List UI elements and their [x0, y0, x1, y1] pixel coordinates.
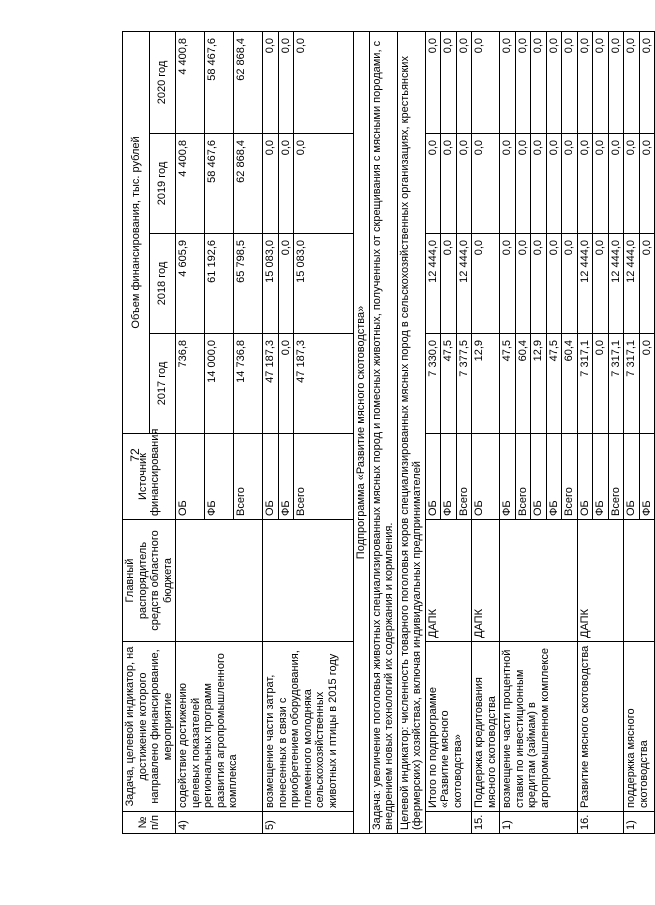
value-cell: 0,0	[577, 31, 593, 133]
source-cell: ОБ	[577, 434, 593, 520]
value-cell: 47 187,3	[294, 334, 354, 434]
source-cell: Всего	[294, 434, 354, 520]
value-cell: 0,0	[562, 31, 578, 133]
value-cell: 0,0	[593, 334, 609, 434]
indicator-text: Целевой индикатор: численность товарного поголовья коров специализированных мясных пород в сельскохозяйственных организациях, крестьянских (фермерских) хозяйствах, включая индивидуальных предпринимателей	[397, 31, 425, 833]
value-cell: 4 400,8	[176, 134, 205, 234]
value-cell: 0,0	[441, 234, 457, 334]
value-cell: 0,0	[546, 31, 562, 133]
value-cell: 0,0	[425, 31, 441, 133]
header-task: Задача, целевой индикатор, на достижение которого направлено финансирование, мероприятие	[123, 642, 176, 812]
value-cell: 0,0	[515, 234, 531, 334]
value-cell: 0,0	[531, 234, 547, 334]
financing-table	[122, 31, 655, 834]
value-cell: 0,0	[639, 334, 655, 434]
header-volume: Объем финансирования, тыс. рублей	[123, 31, 150, 433]
row-admin	[176, 520, 263, 642]
value-cell: 0,0	[441, 134, 457, 234]
source-cell: ОБ	[263, 434, 279, 520]
value-cell: 0,0	[562, 134, 578, 234]
source-cell: ОБ	[176, 434, 205, 520]
value-cell: 4 605,9	[176, 234, 205, 334]
value-cell: 7 330,0	[425, 334, 441, 434]
value-cell: 58 467,6	[205, 134, 234, 234]
row-admin: ДАПК	[472, 520, 500, 642]
value-cell: 0,0	[593, 31, 609, 133]
source-cell: Всего	[562, 434, 578, 520]
header-admin: Главный распорядитель средств областного бюджета	[123, 520, 176, 642]
row-name: содействие достижению целевых показателей региональных программ развития агропромышленного комплекса	[176, 642, 263, 812]
source-cell: ФБ	[278, 434, 294, 520]
row-admin: ДАПК	[425, 520, 472, 642]
value-cell: 7 317,1	[608, 334, 624, 434]
value-cell: 62 868,4	[234, 134, 263, 234]
value-cell: 47,5	[500, 334, 516, 434]
header-source: Источник финансирования	[123, 434, 176, 520]
value-cell: 0,0	[263, 31, 279, 133]
row-num: 16.	[577, 812, 624, 834]
source-cell: Всего	[608, 434, 624, 520]
value-cell: 60,4	[515, 334, 531, 434]
row-admin	[624, 520, 655, 642]
value-cell: 0,0	[278, 234, 294, 334]
value-cell: 47,5	[546, 334, 562, 434]
header-year: 2018 год	[149, 234, 176, 334]
subprogram-title: Подпрограмма «Развитие мясного скотоводства»	[354, 31, 370, 833]
row-num: 15.	[472, 812, 500, 834]
row-name: Развитие мясного скотоводства	[577, 642, 624, 812]
row-num: 1)	[500, 812, 578, 834]
row-num: 5)	[263, 812, 354, 834]
row-num: 4)	[176, 812, 263, 834]
value-cell: 58 467,6	[205, 31, 234, 133]
value-cell: 0,0	[515, 134, 531, 234]
value-cell: 61 192,6	[205, 234, 234, 334]
value-cell: 12 444,0	[425, 234, 441, 334]
value-cell: 0,0	[500, 134, 516, 234]
task-text: Задача: увеличение поголовья животных специализированных мясных пород и помесных животных, полученных от скрещивания с мясными породами, с внедрением новых технологий их содержания и кормления.	[369, 31, 397, 833]
source-cell: ФБ	[546, 434, 562, 520]
value-cell: 0,0	[278, 134, 294, 234]
source-cell: ОБ	[425, 434, 441, 520]
row-name: поддержка мясного скотоводства	[624, 642, 655, 812]
source-cell: ФБ	[593, 434, 609, 520]
value-cell: 0,0	[500, 31, 516, 133]
source-cell: Всего	[456, 434, 472, 520]
value-cell: 12 444,0	[624, 234, 640, 334]
value-cell: 0,0	[624, 31, 640, 133]
source-cell: ОБ	[531, 434, 547, 520]
page-number: 72	[128, 448, 142, 462]
value-cell: 0,0	[263, 134, 279, 234]
value-cell: 65 798,5	[234, 234, 263, 334]
value-cell: 0,0	[278, 31, 294, 133]
value-cell: 0,0	[472, 31, 500, 133]
value-cell: 47,5	[441, 334, 457, 434]
value-cell: 0,0	[577, 134, 593, 234]
header-year: 2020 год	[149, 31, 176, 133]
source-cell: ОБ	[624, 434, 640, 520]
row-admin	[263, 520, 354, 642]
value-cell: 0,0	[593, 134, 609, 234]
value-cell: 0,0	[294, 31, 354, 133]
value-cell: 15 083,0	[263, 234, 279, 334]
value-cell: 47 187,3	[263, 334, 279, 434]
value-cell: 0,0	[515, 31, 531, 133]
value-cell: 736,8	[176, 334, 205, 434]
source-cell: ФБ	[500, 434, 516, 520]
value-cell: 7 377,5	[456, 334, 472, 434]
source-cell: Всего	[515, 434, 531, 520]
source-cell: ОБ	[472, 434, 500, 520]
source-cell: Всего	[234, 434, 263, 520]
row-name: Итого по подпрограмме «Развитие мясного скотоводства»	[425, 642, 472, 812]
value-cell: 0,0	[294, 134, 354, 234]
source-cell: ФБ	[639, 434, 655, 520]
value-cell: 0,0	[278, 334, 294, 434]
row-name: возмещение части затрат, понесенных в связи с приобретением оборудования, племенного молодняка сельскохозяйственных животных и птицы в 2015 году	[263, 642, 354, 812]
value-cell: 0,0	[562, 234, 578, 334]
value-cell: 0,0	[456, 31, 472, 133]
rotated-page-content	[122, 32, 653, 834]
value-cell: 0,0	[531, 134, 547, 234]
value-cell: 12 444,0	[577, 234, 593, 334]
value-cell: 62 868,4	[234, 31, 263, 133]
value-cell: 4 400,8	[176, 31, 205, 133]
header-num: № п/п	[123, 812, 176, 834]
value-cell: 0,0	[472, 234, 500, 334]
value-cell: 15 083,0	[294, 234, 354, 334]
value-cell: 14 000,0	[205, 334, 234, 434]
value-cell: 0,0	[500, 234, 516, 334]
value-cell: 12,9	[472, 334, 500, 434]
value-cell: 0,0	[624, 134, 640, 234]
row-name: Поддержка кредитования мясного скотоводства	[472, 642, 500, 812]
value-cell: 0,0	[593, 234, 609, 334]
row-name: возмещение части процентной ставки по инвестиционным кредитам (займам) в агропромышленном комплексе	[500, 642, 578, 812]
source-cell: ФБ	[441, 434, 457, 520]
value-cell: 12 444,0	[456, 234, 472, 334]
value-cell: 0,0	[639, 134, 655, 234]
value-cell: 60,4	[562, 334, 578, 434]
value-cell: 14 736,8	[234, 334, 263, 434]
value-cell: 0,0	[425, 134, 441, 234]
row-num: 1)	[624, 812, 655, 834]
value-cell: 0,0	[639, 31, 655, 133]
value-cell: 0,0	[639, 234, 655, 334]
value-cell: 12,9	[531, 334, 547, 434]
value-cell: 0,0	[456, 134, 472, 234]
value-cell: 7 317,1	[577, 334, 593, 434]
value-cell: 0,0	[546, 134, 562, 234]
value-cell: 0,0	[608, 31, 624, 133]
value-cell: 0,0	[608, 134, 624, 234]
value-cell: 7 317,1	[624, 334, 640, 434]
value-cell: 0,0	[441, 31, 457, 133]
header-year: 2017 год	[149, 334, 176, 434]
source-cell: ФБ	[205, 434, 234, 520]
value-cell: 0,0	[531, 31, 547, 133]
value-cell: 12 444,0	[608, 234, 624, 334]
header-year: 2019 год	[149, 134, 176, 234]
value-cell: 0,0	[472, 134, 500, 234]
value-cell: 0,0	[546, 234, 562, 334]
row-admin	[500, 520, 578, 642]
row-num	[425, 812, 472, 834]
row-admin: ДАПК	[577, 520, 624, 642]
